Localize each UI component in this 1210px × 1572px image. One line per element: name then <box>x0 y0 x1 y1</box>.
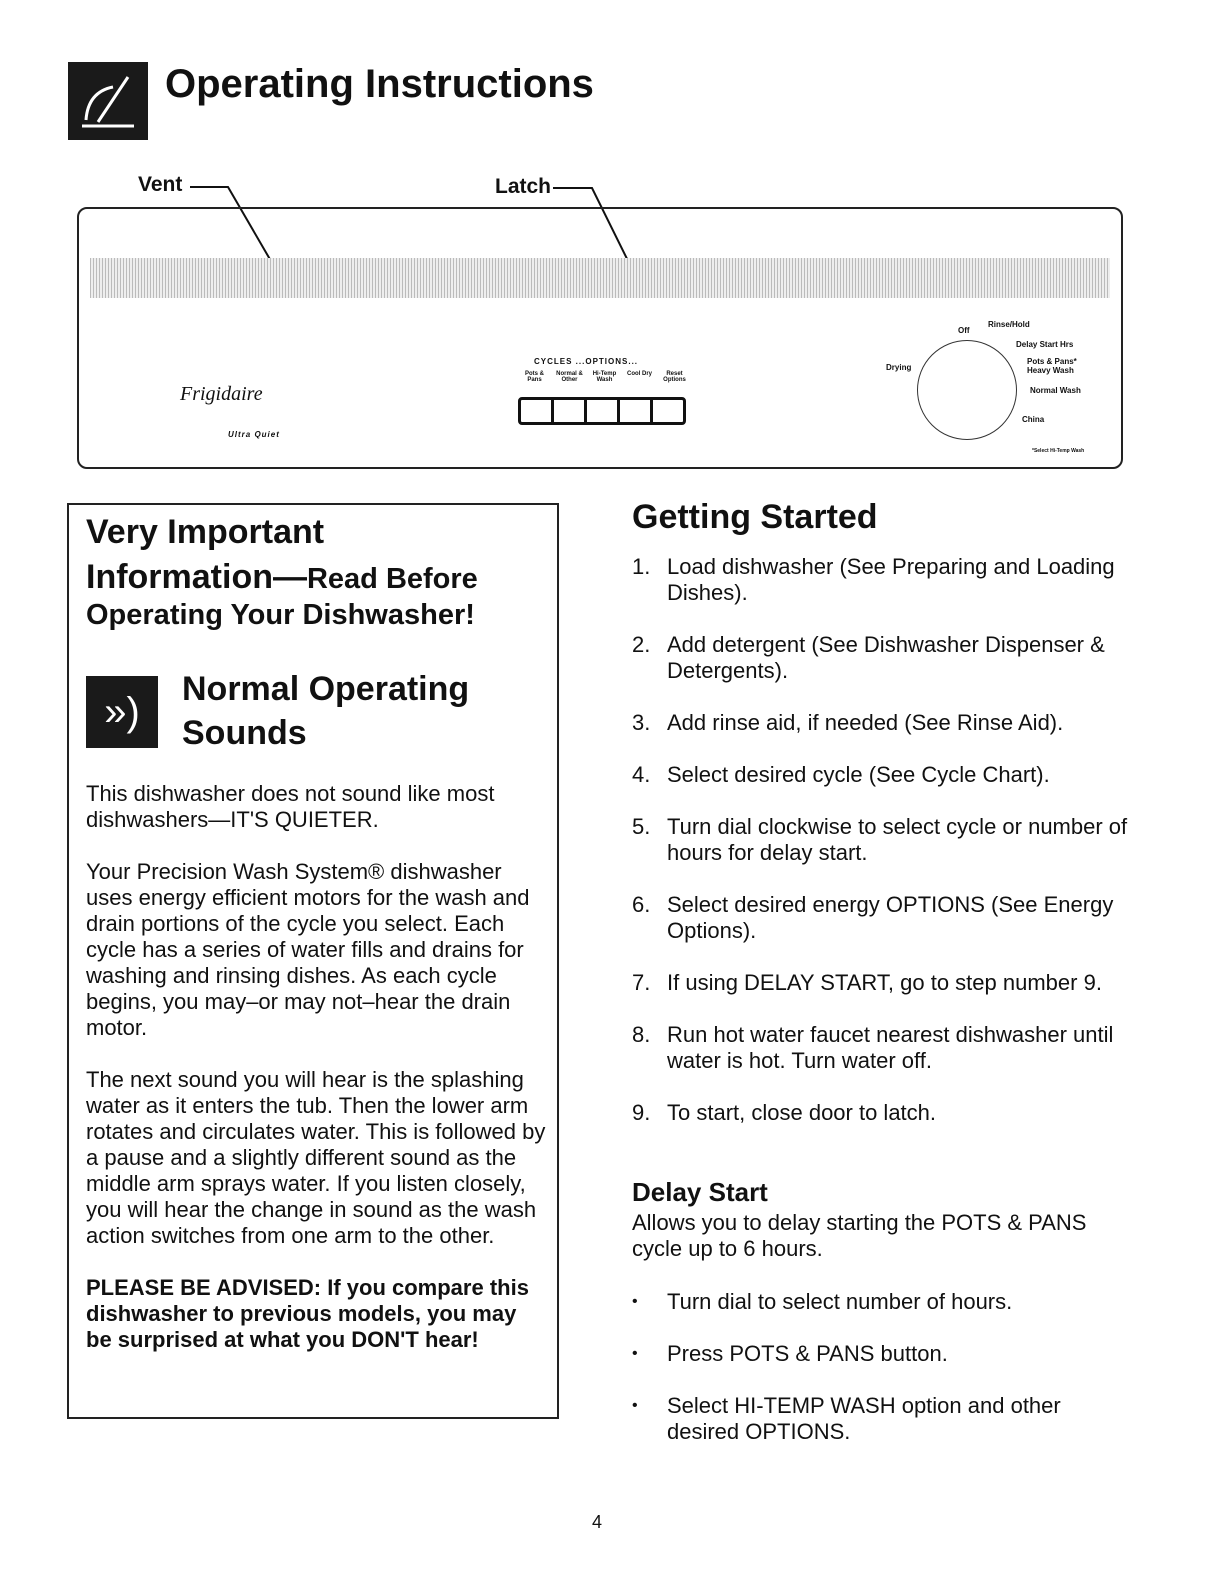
page-number: 4 <box>592 1512 603 1532</box>
model-label: Ultra Quiet <box>228 430 280 439</box>
dial-footnote: *Select Hi-Temp Wash <box>1032 448 1085 454</box>
heading-operating: Operating Your Dishwasher! <box>86 599 475 631</box>
step-item <box>632 762 1132 788</box>
step-number: 2. <box>632 632 651 657</box>
section-title-sounds <box>182 667 469 755</box>
dial-delay: Delay Start Hrs <box>1016 340 1074 349</box>
delay-bullets <box>632 1289 1132 1471</box>
step-text: If using DELAY START, go to step number 9. <box>667 970 1102 995</box>
reset-label: Reset Options <box>663 371 686 383</box>
delay-start-text: Allows you to delay starting the POTS & PANS cycle up to 6 hours. <box>632 1210 1087 1261</box>
bullet-item: • Press POTS & PANS button. <box>632 1341 1132 1367</box>
dial-normal: Normal Wash <box>1030 386 1081 395</box>
dial-drying: Drying <box>886 363 912 372</box>
section-title-line2: Sounds <box>182 714 307 752</box>
heading-read-before: Read Before <box>306 563 478 595</box>
steps-list <box>632 554 1132 1152</box>
step-item <box>632 1022 1132 1074</box>
step-item <box>632 632 1132 684</box>
latch-label: Latch <box>495 175 552 198</box>
step-text: Select desired cycle (See Cycle Chart). <box>667 762 1050 787</box>
step-number: 9. <box>632 1100 651 1125</box>
step-text: Load dishwasher (See Preparing and Loading Dishes). <box>667 554 1115 605</box>
dial-china: China <box>1022 415 1045 424</box>
step-text: To start, close door to latch. <box>667 1100 937 1125</box>
section-title-line1: Normal Operating <box>182 670 470 708</box>
cool-dry-label: Cool Dry <box>626 371 652 377</box>
bullet-item: • Select HI-TEMP WASH option and other desired OPTIONS. <box>632 1393 1132 1445</box>
heading-information: Information— <box>86 558 307 596</box>
delay-start-title: Delay Start <box>632 1177 768 1207</box>
step-number: 7. <box>632 970 651 995</box>
heading-very-important: Very Important <box>86 513 325 551</box>
step-text: Run hot water faucet nearest dishwasher until water is hot. Turn water off. <box>667 1022 1114 1073</box>
step-text: Turn dial clockwise to select cycle or number of hours for delay start. <box>667 814 1128 865</box>
step-number: 1. <box>632 554 651 579</box>
page-title: Operating Instructions <box>165 62 594 106</box>
cycle-dial <box>917 340 1017 440</box>
cycles-header: CYCLES ...OPTIONS... <box>534 357 639 366</box>
dial-pots: Pots & Pans* <box>1027 357 1077 366</box>
brand-logo: Frigidaire <box>180 383 263 405</box>
dial-rinse-hold: Rinse/Hold <box>988 320 1030 329</box>
step-item <box>632 1100 1132 1126</box>
paragraph: This dishwasher does not sound like most dishwashers—IT'S QUIETER. <box>86 781 495 832</box>
step-text: Add detergent (See Dishwasher Dispenser & Detergents). <box>667 632 1105 683</box>
step-item <box>632 554 1132 606</box>
step-number: 4. <box>632 762 651 787</box>
hi-temp-label: Hi-Temp Wash <box>592 371 617 383</box>
step-item <box>632 970 1132 996</box>
vent-strip <box>90 258 1110 298</box>
step-text: Select desired energy OPTIONS (See Energy Options). <box>667 892 1114 943</box>
dial-heavy: Heavy Wash <box>1027 366 1074 375</box>
advisory-text: PLEASE BE ADVISED: If you compare this dishwasher to previous models, you may be surprised at what you DON'T hear! <box>86 1275 529 1352</box>
step-item <box>632 710 1132 736</box>
normal-label: Normal & Other <box>556 371 583 383</box>
step-number: 8. <box>632 1022 651 1047</box>
paragraph: The next sound you will hear is the splashing water as it enters the tub. Then the lower arm rotates and circulates water. This is followed by a pause and a slightly different sound as the middle arm sprays water. If you listen closely, you will hear the change in sound as the wash action switches from one arm to the other. <box>86 1067 546 1248</box>
sound-waves-icon: ») <box>86 676 158 748</box>
step-number: 3. <box>632 710 651 735</box>
panel-buttons <box>518 397 686 425</box>
step-number: 5. <box>632 814 651 839</box>
step-item <box>632 892 1132 944</box>
step-item <box>632 814 1132 866</box>
vent-label: Vent <box>138 173 183 196</box>
bullet-item: • Turn dial to select number of hours. <box>632 1289 1132 1315</box>
dial-off: Off <box>958 326 970 335</box>
paragraph: Your Precision Wash System® dishwasher uses energy efficient motors for the wash and drain portions of the cycle you select. Each cycle has a series of water fills and drains for washing and rinsing dishes. As each cycle begins, you may–or may not–hear the drain motor. <box>86 859 530 1040</box>
step-number: 6. <box>632 892 651 917</box>
pots-pans-label: Pots & Pans <box>524 371 544 383</box>
getting-started-title: Getting Started <box>632 498 878 536</box>
step-text: Add rinse aid, if needed (See Rinse Aid). <box>667 710 1064 735</box>
